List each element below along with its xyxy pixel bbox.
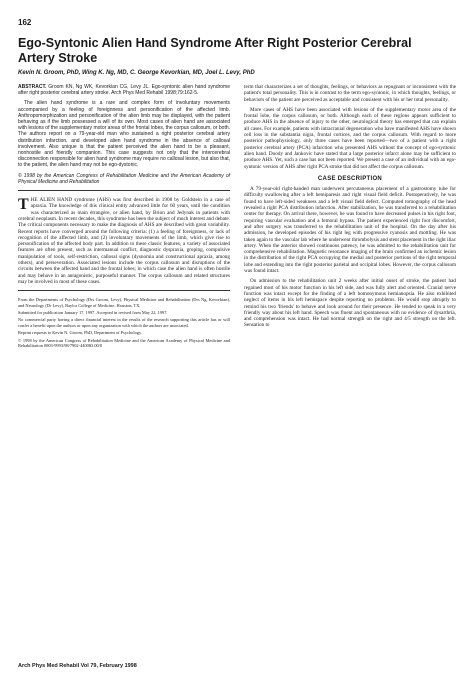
page-number: 162	[18, 18, 32, 27]
footnote-reprint: Reprint requests to Kevin N. Groom, PhD, Department of Psychology.	[18, 330, 142, 336]
footnote-disclosure: No commercial party having a direct financial interest in the results of the research supporting this article has or will confer a benefit upon the authors or upon any organization with which the authors are associated.	[18, 317, 230, 328]
article-title: Ego-Syntonic Alien Hand Syndrome After Right Posterior Cerebral Artery Stroke	[18, 36, 412, 65]
abstract-divider	[18, 190, 230, 191]
drop-cap: T	[18, 196, 29, 214]
introduction-paragraph	[18, 197, 230, 285]
author-list: Kevin N. Groom, PhD, Wing K. Ng, MD, C. George Kevorkian, MD, Joel L. Levy, PhD	[18, 70, 255, 76]
right-column	[244, 84, 456, 333]
left-column	[18, 84, 230, 350]
case-paragraph-2: On admission to the rehabilitation unit 2 weeks after initial onset of stroke, the patient had regained most of his motor function in his left side, and was fully alert and oriented. Cranial nerve function was intact except for the finding of a left homonymous hemianopsia. He also exhibited neglect of items in his left hemispace despite reporting no problems. He would stop abruptly to remind his two 'friends' to behave and look around for their presence. He tended to speak in a very friendly way about his left hand. Speech was fluent and spontaneous with no evidence of dysarthria, and comprehension was intact. He had normal strength on the right and 4/5 strength on the left. Sensation to	[244, 278, 456, 329]
abstract-citation: Groom KN, Ng WK, Kevorkian CG, Levy JL. Ego-syntonic alien hand syndrome after right posterior cerebral artery stroke. Arch Phys Med Rehabil 1998;79:162-5.	[18, 84, 230, 97]
section-heading-case-description: CASE DESCRIPTION	[317, 175, 383, 182]
footnote-submitted: Submitted for publication January 17, 1997. Accepted in revised form May 22, 1997.	[18, 310, 168, 316]
abstract-citation-paragraph	[18, 84, 230, 96]
journal-footer: Arch Phys Med Rehabil Vol 79, February 1998	[18, 663, 137, 669]
footnote-divider	[18, 290, 230, 291]
abstract-copyright: © 1998 by the American Congress of Rehabilitation Medicine and the American Academy of Physical Medicine and Rehabilitation	[18, 172, 230, 185]
abstract-body: The alien hand syndrome is a rare and complex form of involuntary movements accompanied by a feeling of foreignness and personification of the affected limb. Anthropomorphization and personification of the alien limb may be displayed, with the patient behaving as if the limb possessed a will of its own. Most cases of alien hand are associated with lesions of the supplementary motor areas of the frontal lobes, the corpus callosum, or both. The authors report on a 79-year-old man who sustained a right posterior cerebral artery distribution infarction, and developed alien hand syndrome in the absence of callosal involvement. Also unique is that the patient perceived the alien hand to be a pleasant, nonhostile and friendly companion. This case suggests not only that the intercerebral disconnection responsible for alien hand syndrome may require no callosal lesion, but also that, to the patient, the alien hand may not be ego-dystonic.	[18, 100, 230, 169]
footnote-copyright: © 1998 by the American Congress of Rehabilitation Medicine and the American Academy of Physical Medicine and Rehabilitation 0003-9993/98/7902-4400$3.00/0	[18, 337, 230, 349]
body-paragraph-2: More cases of AHS have been associated with lesions of the supplementary motor area of the frontal lobe, the corpus callosum, or both. Although each of these regions appears sufficient to produce AHS in the absence of injury to the other, neurological theory has emerged that can explain all cases. For example, patients with intracranial degeneration who have manifested AHS have shown cell loss in the substantia nigra, frontal cortices, and the corpus callosum. With regard to more posterior pathophysiology, only three cases have been reported—two of a patient with a right posterior cerebral artery (PCA) infarction who presented AHS without the concept of ego-syntonic alien hand. Doody and Jankovic have stated that a large posterior infarct alone may be sufficient to produce AHS. Yet, such a case has not been reported. We present a case of an individual with an ego-syntonic version of AHS after right PCA stroke that did not affect the corpus callosum.	[244, 106, 456, 170]
introduction-text: HE ALIEN HAND syndrome (AHS) was first described in 1908 by Goldstein in a case of apraxia. The knowledge of this clinical entity advanced little for 60 years, until the condition was characterized as main étrangère, or alien hand, by Brion and Jedynak in patients with cerebral neoplasm. In recent decades, this syndrome has been the subject of much interest and debate. The critical components necessary to make the diagnosis of AHS are described with great variability. Recent reports have converged around the following criteria: (1) a feeling of foreignness, or lack of recognition of the affected limb, and (2) involuntary movements of the limb, which give rise to personification of the affected body part. In addition to these classic features, a variety of associated features are often present, such as intermanual conflict, diagnostic dyspraxia, groping, compulsive manipulation of tools, self-restriction, callosal signs (dysnomia and constructional apraxia, among others), and perseveration. Associated lesions include the corpus callosum and disruptions of the circuits between the affected hand and the frontal lobes; in which case the alien hand is often hostile and may behave in an antagonistic, purposeful manner. The corpus callosum and related structures may be involved in most of these cases.	[18, 197, 230, 285]
body-paragraph-1: term that characterizes a set of thoughts, feelings, or behaviors as repugnant or inconsistent with the patient's total personality. This is in contrast to the term ego-syntonic, in which thoughts, feelings, or behaviors of the patient are perceived as acceptable and consistent with his or her total personality.	[244, 84, 456, 103]
footnote-affiliations: From the Departments of Psychology (Drs Groom, Levy), Physical Medicine and Rehabilitation (Drs Ng, Kevorkian), and Neurology (Dr Levy), Baylor College of Medicine, Houston, TX.	[18, 297, 230, 308]
case-paragraph-1: A 79-year-old right-handed man underwent percutaneous placement of a gastrostomy tube for difficulty swallowing after a left hemiparesis and right visual field deficit. Postoperatively, he was found to have left-sided weakness and a left visual field defect. Computed tomography of the head revealed a right PCA distribution infarction. After stabilization, he was transferred to a rehabilitation center for therapy. On arrival there, however, he was found to have decreased pulses in his right foot, requiring vascular evaluation and a femoral bypass. The patient experienced right foot discomfort, and after surgery was transferred to the rehabilitation unit of the hospital. On the day after his admission, he developed episodes of his right leg with progressive cyanosis and mottling. He was taken again to the vascular lab where he underwent thrombolysis and stent placement in the right iliac artery. When the anterior showed continuous patency, he was admitted to the rehabilitation unit for comprehensive rehabilitation. Magnetic resonance imaging of the brain confirmed an ischemic lesion in the distribution of the right PCA occupying the medial and posterior portions of the right temporal lobe and extending into the right posterior parietal and occipital lobes. However, the corpus callosum was found intact.	[244, 186, 456, 275]
abstract-label: ABSTRACT.	[18, 84, 47, 90]
footnotes	[18, 297, 230, 348]
abstract	[18, 84, 230, 185]
